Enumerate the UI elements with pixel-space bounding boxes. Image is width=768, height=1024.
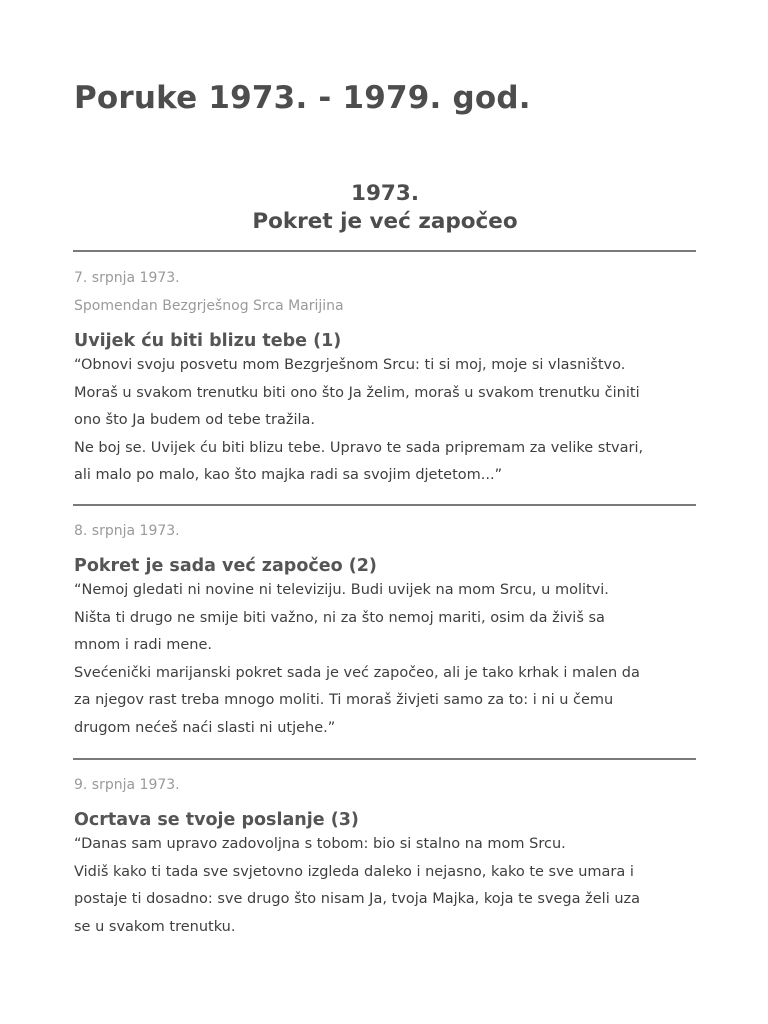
chapter-year: 1973. [350, 181, 419, 206]
message-line: se u svakom trenutku. [74, 918, 236, 935]
message-title: Pokret je sada već započeo (2) [74, 556, 377, 576]
message-title: Uvijek ću biti blizu tebe (1) [74, 331, 342, 351]
message-line: mnom i radi mene. [74, 637, 213, 653]
section-divider [73, 758, 696, 760]
message-line: postaje ti dosadno: sve drugo što nisam Ja, tvoja Majka, koja te svega želi uza [74, 891, 641, 907]
message-line: Svećenički marijanski pokret sada je već započeo, ali je tako krhak i malen da [74, 664, 640, 681]
message-date: 9. srpnja 1973. [74, 777, 180, 793]
message-line: drugom nećeš naći slasti ni utjehe.” [74, 719, 336, 736]
chapter-title: Pokret je već započeo [252, 209, 518, 234]
message-entry-1 [74, 264, 696, 490]
message-line: “Nemoj gledati ni novine ni televiziju. Budi uvijek na mom Srcu, u molitvi. [74, 582, 609, 598]
message-line: “Obnovi svoju posvetu mom Bezgrješnom Srcu: ti si moj, moje si vlasništvo. [74, 357, 626, 373]
message-entry-2 [74, 517, 696, 742]
message-feast: Spomendan Bezgrješnog Srca Marijina [74, 298, 344, 314]
section-divider [73, 504, 696, 506]
message-line: Vidiš kako ti tada sve svjetovno izgleda daleko i nejasno, kako te sve umara i [74, 863, 634, 880]
message-line: Ne boj se. Uvijek ću biti blizu tebe. Upravo te sada pripremam za velike stvari, [74, 439, 644, 456]
message-line: Moraš u svakom trenutku biti ono što Ja želim, moraš u svakom trenutku činiti [74, 384, 640, 401]
document-title: Poruke 1973. - 1979. god. [74, 80, 531, 116]
message-title: Ocrtava se tvoje poslanje (3) [74, 810, 359, 830]
message-line: ono što Ja budem od tebe tražila. [74, 412, 316, 428]
message-line: Ništa ti drugo ne smije biti važno, ni za što nemoj mariti, osim da živiš sa [74, 609, 605, 626]
message-line: ali malo po malo, kao što majka radi sa svojim djetetom...” [74, 467, 503, 483]
message-date: 7. srpnja 1973. [74, 270, 180, 286]
chapter-heading [74, 180, 696, 236]
message-date: 8. srpnja 1973. [74, 523, 180, 539]
message-line: za njegov rast treba mnogo moliti. Ti moraš živjeti samo za to: i ni u čemu [74, 692, 614, 708]
message-line: “Danas sam upravo zadovoljna s tobom: bio si stalno na mom Srcu. [74, 836, 566, 852]
section-divider [73, 250, 696, 252]
message-entry-3 [74, 771, 696, 941]
